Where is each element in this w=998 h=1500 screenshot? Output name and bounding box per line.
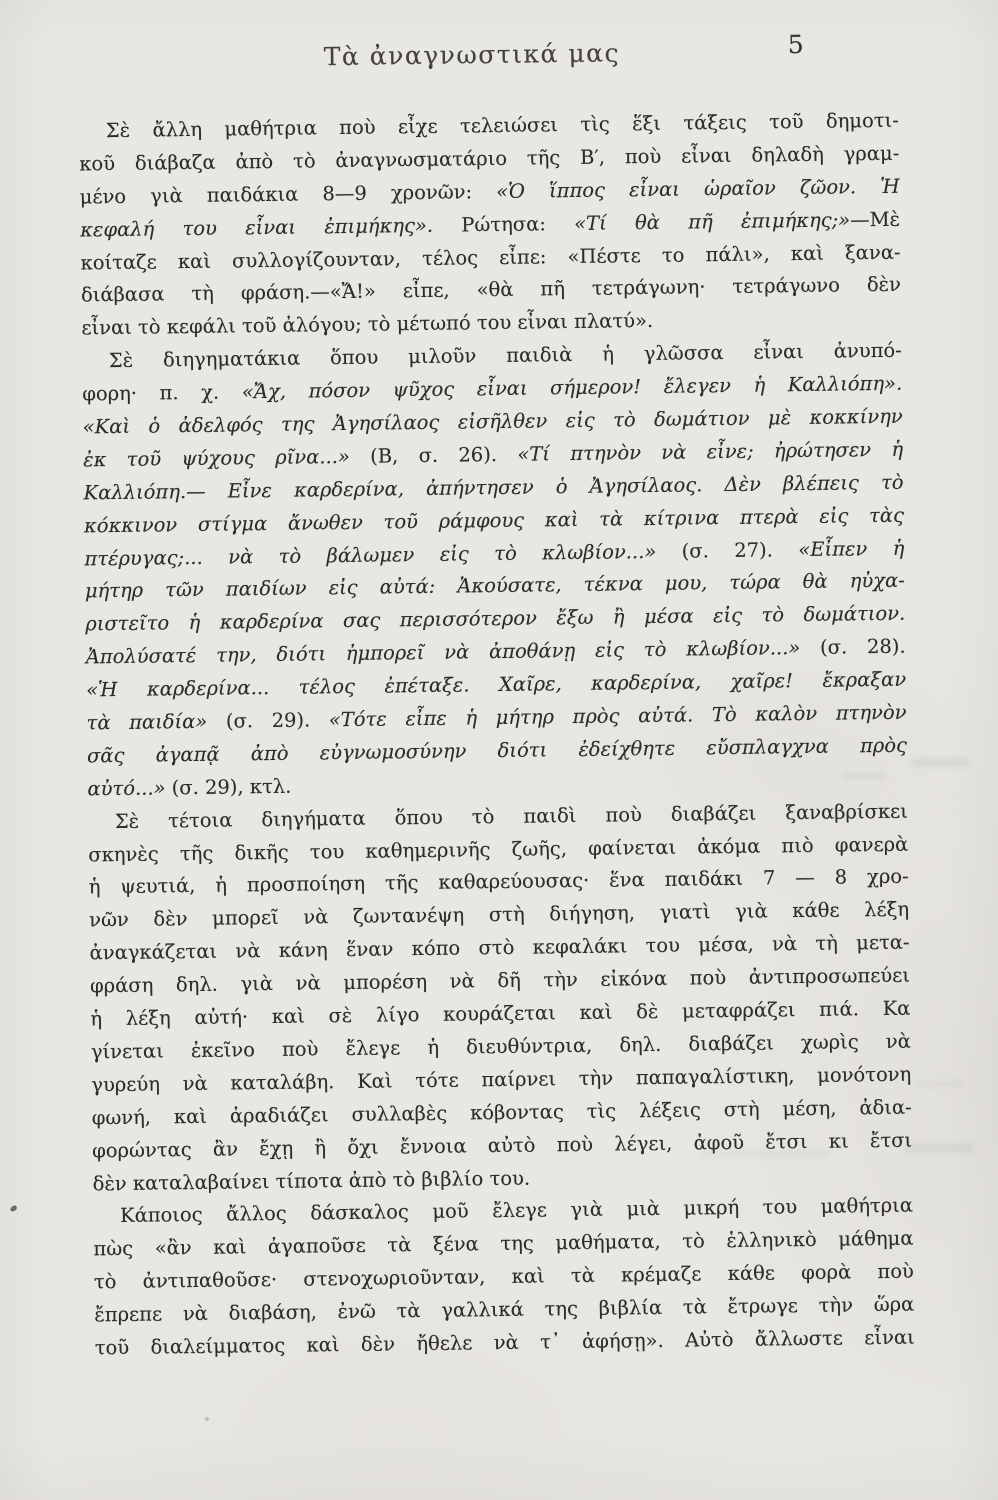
page-title: Τὰ ἀναγνωστικά μας: [323, 38, 621, 72]
text-run: κόκκινον στίγμα ἄνωθεν τοῦ ράμφους καὶ τὰ κίτρινα πτερὰ εἰς τὰς: [83, 503, 905, 538]
text-run: πτέρυγας;... νὰ τὸ βάλωμεν εἰς τὸ κλωβίον...»: [84, 539, 657, 570]
text-run: γυρεύη νὰ καταλάβη. Καὶ τότε παίρνει τὴν παπαγαλίστικη, μονότονη: [91, 1062, 912, 1097]
text-run: «Τί θὰ πῆ ἐπιμήκης;»: [573, 208, 851, 235]
paragraph: [79, 105, 902, 346]
scan-speck: [205, 1417, 209, 1421]
text-run: διάβασα τὴ φράση.—«Ἄ!» εἶπε, «θὰ πῆ τετράγωνη· τετράγωνο δὲν: [80, 273, 902, 307]
text-run: «Ἄχ, πόσον ψῦχος εἶναι σήμερον! ἔλεγεν ἡ Καλλιόπη».: [241, 371, 903, 404]
text-run: «Ὁ ἵππος εἶναι ὡραῖον ζῶον. Ἡ: [496, 174, 900, 203]
text-run: τὸ ἀντιπαθοῦσε· στενοχωριοῦνταν, καὶ τὰ κρέμαζε κάθε φορὰ ποὺ: [93, 1259, 914, 1294]
text-run: ἐκ τοῦ ψύχους ρῖνα...»: [82, 444, 350, 472]
text-run: τὰ παιδία»: [86, 709, 208, 735]
text-run: γίνεται ἐκεῖνο ποὺ ἔλεγε ἡ διευθύντρια, δηλ. διαβάζει χωρὶς νὰ: [90, 1029, 911, 1064]
text-run: ριστεῖτο ἡ καρδερίνα σας περισσότερον ἔξω ἢ μέσα εἰς τὸ δωμάτιον.: [85, 602, 906, 636]
text-run: σᾶς ἀγαπᾷ ἀπὸ εὐγνωμοσύνην διότι ἐδείχθητε εὔσπλαγχνα πρὸς: [86, 733, 908, 768]
text-run: σκηνὲς τῆς δικῆς του καθημερινῆς ζωῆς, φαίνεται ἀκόμα πιὸ φανερὰ: [88, 832, 909, 866]
text-run: (σ. 28).: [800, 634, 906, 660]
text-run: ἡ λέξη αὐτή· καὶ σὲ λίγο κουράζεται καὶ δὲ μεταφράζει πιά. Κα: [90, 996, 911, 1031]
text-run: φωνή, καὶ ἀραδιάζει συλλαβὲς κόβοντας τὶς λέξεις στὴ μέση, ἀδια-: [91, 1095, 912, 1130]
text-run: «Καὶ ὁ ἀδελφός της Ἀγησίλαος εἰσῆλθεν εἰς τὸ δωμάτιον μὲ κοκκίνην: [82, 404, 903, 439]
scan-ghost-mark: [905, 1143, 973, 1153]
text-run: εἶναι τὸ κεφάλι τοῦ ἀλόγου; τὸ μέτωπό του εἶναι πλατύ».: [81, 309, 654, 340]
text-run: «Εἶπεν ἡ: [798, 536, 905, 561]
text-run: ἀναγκάζεται νὰ κάνη ἕναν κόπο στὸ κεφαλάκι του μέσα, νὰ τὴ μετα-: [89, 930, 910, 965]
scan-speck: [462, 1345, 465, 1348]
text-run: ἡ ψευτιά, ἡ προσποίηση τῆς καθαρεύουσας· ἕνα παιδάκι 7 — 8 χρο-: [88, 865, 909, 899]
text-run: κοῦ διάβαζα ἀπὸ τὸ ἀναγνωσματάριο τῆς Β′, ποὺ εἶναι δηλαδὴ γραμ-: [79, 141, 900, 176]
text-run: νῶν δὲν μπορεῖ νὰ ζωντανέψη στὴ διήγηση, γιατὶ γιὰ κάθε λέξη: [89, 898, 910, 932]
text-run: κοίταζε καὶ συλλογίζουνταν, τέλος εἶπε: «Πέστε το πάλι», καὶ ξανα-: [80, 240, 901, 275]
text-run: ἔπρεπε νὰ διαβάση, ἐνῶ τὰ γαλλικά της βιβλία τὰ ἔτρωγε τὴν ὥρα: [94, 1292, 915, 1327]
text-run: «Τότε εἶπε ἡ μήτηρ πρὸς αὐτά. Τὸ καλὸν πτηνὸν: [328, 700, 907, 732]
scan-ghost-mark: [700, 1150, 830, 1158]
text-run: (σ. 27).: [656, 537, 799, 563]
text-run: πὼς «ἂν καὶ ἀγαποῦσε τὰ ξένα της μαθήματα, τὸ ἑλληνικὸ μάθημα: [93, 1226, 914, 1261]
text-run: «Ἡ καρδερίνα... τέλος ἐπέταξε. Χαῖρε, καρδερίνα, χαῖρε! ἔκραξαν: [86, 667, 907, 702]
text-run: Ρώτησα:: [432, 211, 575, 237]
text-run: φράση δηλ. γιὰ νὰ μπορέση νὰ δῆ τὴν εἰκόνα ποὺ ἀντιπροσωπεύει: [89, 963, 911, 998]
text-run: μήτηρ τῶν παιδίων εἰς αὐτά: Ἀκούσατε, τέκνα μου, τώρα θὰ ηὐχα-: [84, 569, 905, 603]
paragraph: [93, 1190, 915, 1365]
text-run: κεφαλή του εἶναι ἐπιμήκης».: [79, 213, 434, 242]
text-run: (σ. 29), κτλ.: [165, 774, 292, 800]
text-run: —Μὲ: [849, 207, 901, 232]
text-run: φορώντας ἂν ἔχῃ ἢ ὄχι ἔννοια αὐτὸ ποὺ λέγει, ἀφοῦ ἔτσι κι ἔτσι: [92, 1128, 913, 1162]
text-run: τοῦ διαλείμματος καὶ δὲν ἤθελε νὰ τ᾽ ἀφήσῃ». Αὐτὸ ἄλλωστε εἶναι: [94, 1325, 915, 1360]
text-run: «Τί πτηνὸν νὰ εἶνε; ἠρώτησεν ἡ: [517, 437, 904, 466]
text-run: Ἀπολύσατέ την, διότι ἠμπορεῖ νὰ ἀποθάνῃ εἰς τὸ κλωβίον...»: [85, 636, 801, 669]
text-run: δὲν καταλαβαίνει τίποτα ἀπὸ τὸ βιβλίο του.: [92, 1166, 531, 1195]
text-run: (σ. 29).: [207, 708, 329, 733]
scan-ghost-mark: [842, 772, 886, 780]
text-run: Κάποιος ἄλλος δάσκαλος μοῦ ἔλεγε γιὰ μιὰ μικρή του μαθήτρια: [119, 1194, 914, 1228]
scan-ghost-mark: [912, 758, 970, 767]
page-number: 5: [787, 29, 804, 60]
paragraph: [82, 335, 908, 806]
text-run: Σὲ ἄλλη μαθήτρια ποὺ εἶχε τελειώσει τὶς ἕξι τάξεις τοῦ δημοτι-: [105, 108, 899, 143]
text-run: Σὲ διηγηματάκια ὅπου μιλοῦν παιδιὰ ἡ γλῶσσα εἶναι ἀνυπό-: [108, 338, 902, 373]
scan-ghost-mark: [915, 1080, 965, 1088]
text-run: (Β, σ. 26).: [349, 442, 518, 468]
text-run: μένο γιὰ παιδάκια 8—9 χρονῶν:: [79, 179, 497, 209]
text-body: [79, 105, 915, 1365]
text-run: αὐτό...»: [87, 776, 166, 801]
text-run: φορη· π. χ.: [82, 380, 242, 406]
text-run: Καλλιόπη.— Εἶνε καρδερίνα, ἀπήντησεν ὁ Ἀγησίλαος. Δὲν βλέπεις τὸ: [83, 470, 904, 505]
text-run: Σὲ τέτοια διηγήματα ὅπου τὸ παιδὶ ποὺ διαβάζει ξαναβρίσκει: [114, 799, 908, 833]
paragraph: [88, 795, 913, 1200]
